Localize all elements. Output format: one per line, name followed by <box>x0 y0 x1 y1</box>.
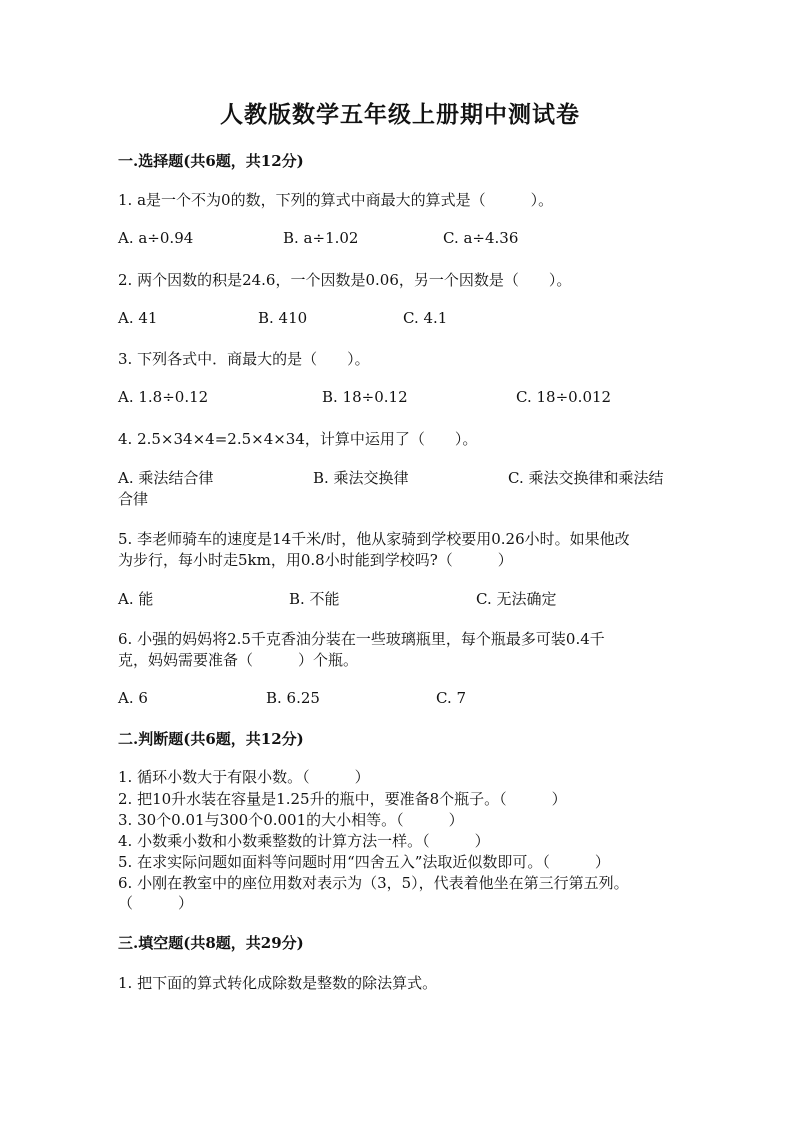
option-b: B. 不能 <box>289 590 340 608</box>
question-stem: 4. 2.5×34×4=2.5×4×34，计算中运用了（ ）。 <box>118 430 478 448</box>
judgement-item-continuation: （ ） <box>118 894 194 912</box>
option-a: A. 1.8÷0.12 <box>118 388 209 406</box>
section-heading-fill-in: 三.填空题(共8题，共29分) <box>118 934 304 952</box>
judgement-item: 3. 30个0.01与300个0.001的大小相等。（ ） <box>118 811 464 829</box>
option-a: A. a÷0.94 <box>118 229 194 247</box>
question-stem-line2: 克，妈妈需要准备（ ）个瓶。 <box>118 651 359 669</box>
judgement-item: 5. 在求实际问题如面料等问题时用“四舍五入”法取近似数即可。（ ） <box>118 853 610 871</box>
option-a: A. 6 <box>118 689 148 707</box>
option-c: C. 无法确定 <box>476 590 557 608</box>
option-a: A. 能 <box>118 590 154 608</box>
option-b: B. 18÷0.12 <box>322 388 408 406</box>
option-b: B. 410 <box>258 309 308 327</box>
question-stem-line1: 6. 小强的妈妈将2.5千克香油分装在一些玻璃瓶里，每个瓶最多可装0.4千 <box>118 630 605 648</box>
question-stem: 3. 下列各式中．商最大的是（ ）。 <box>118 350 370 368</box>
question-stem: 1. a是一个不为0的数，下列的算式中商最大的算式是（ ）。 <box>118 191 554 209</box>
question-stem-line2: 为步行，每小时走5km，用0.8小时能到学校吗?（ ） <box>118 551 513 569</box>
option-c: C. a÷4.36 <box>443 229 519 247</box>
option-c-continuation: 合律 <box>118 490 149 508</box>
option-c: C. 4.1 <box>403 309 448 327</box>
option-a: A. 41 <box>118 309 158 327</box>
option-b: B. 6.25 <box>266 689 320 707</box>
option-c: C. 7 <box>436 689 467 707</box>
question-stem: 2. 两个因数的积是24.6，一个因数是0.06，另一个因数是（ ）。 <box>118 271 572 289</box>
judgement-item: 4. 小数乘小数和小数乘整数的计算方法一样。（ ） <box>118 832 490 850</box>
judgement-item: 1. 循环小数大于有限小数。（ ） <box>118 768 370 786</box>
option-b: B. a÷1.02 <box>283 229 359 247</box>
section-heading-judgement: 二.判断题(共6题，共12分) <box>118 730 304 748</box>
page-title: 人教版数学五年级上册期中测试卷 <box>220 101 580 128</box>
judgement-item: 2. 把10升水装在容量是1.25升的瓶中，要准备8个瓶子。（ ） <box>118 790 567 808</box>
option-c: C. 18÷0.012 <box>516 388 612 406</box>
option-c: C. 乘法交换律和乘法结 <box>508 469 664 487</box>
section-heading-choice: 一.选择题(共6题，共12分) <box>118 152 304 170</box>
option-a: A. 乘法结合律 <box>118 469 214 487</box>
question-stem: 1. 把下面的算式转化成除数是整数的除法算式。 <box>118 974 438 992</box>
judgement-item: 6. 小刚在教室中的座位用数对表示为（3，5），代表着他坐在第三行第五列。 <box>118 874 629 892</box>
option-b: B. 乘法交换律 <box>313 469 409 487</box>
question-stem-line1: 5. 李老师骑车的速度是14千米/时，他从家骑到学校要用0.26小时。如果他改 <box>118 530 630 548</box>
